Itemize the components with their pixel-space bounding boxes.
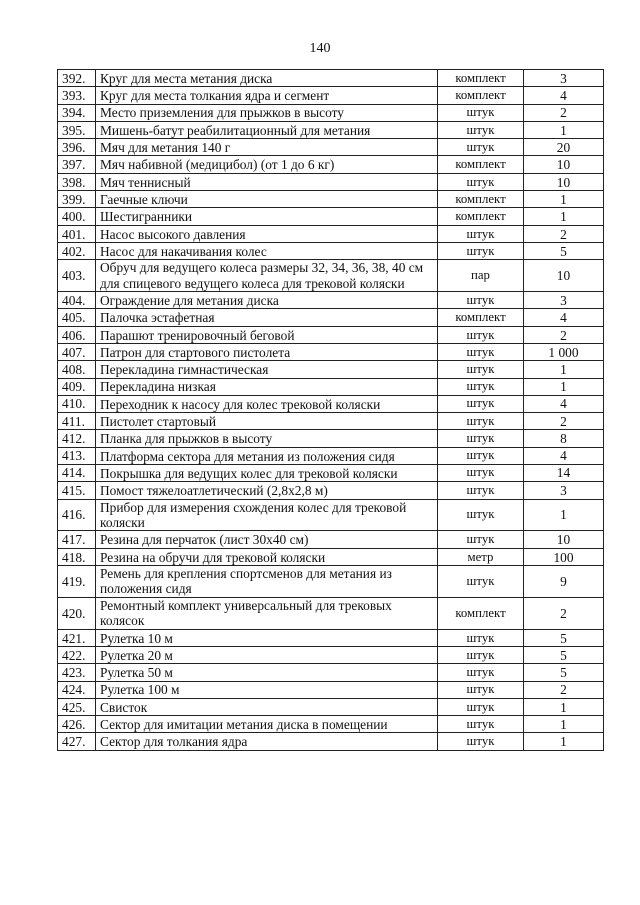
item-quantity: 20 [524, 139, 604, 156]
row-number: 397. [58, 156, 96, 173]
item-unit: штук [438, 361, 524, 378]
table-row [58, 208, 604, 225]
table-row [58, 87, 604, 104]
table-row [58, 716, 604, 733]
row-number: 411. [58, 413, 96, 430]
item-quantity: 2 [524, 413, 604, 430]
item-name: Резина для перчаток (лист 30х40 см) [96, 531, 438, 548]
item-name: Сектор для толкания ядра [96, 733, 438, 750]
item-unit: штук [438, 465, 524, 482]
row-number: 403. [58, 260, 96, 292]
item-unit: штук [438, 531, 524, 548]
item-quantity: 2 [524, 326, 604, 343]
item-unit: штук [438, 681, 524, 698]
item-name: Круг для места метания диска [96, 70, 438, 87]
item-unit: штук [438, 646, 524, 663]
item-name: Перекладина гимнастическая [96, 361, 438, 378]
row-number: 414. [58, 465, 96, 482]
row-number: 406. [58, 326, 96, 343]
row-number: 408. [58, 361, 96, 378]
item-quantity: 2 [524, 104, 604, 121]
row-number: 401. [58, 225, 96, 242]
item-name: Мяч для метания 140 г [96, 139, 438, 156]
item-unit: штук [438, 378, 524, 395]
item-name: Платформа сектора для метания из положения сидя [96, 447, 438, 464]
table-row [58, 156, 604, 173]
equipment-table [57, 69, 604, 751]
row-number: 422. [58, 646, 96, 663]
item-unit: комплект [438, 70, 524, 87]
item-unit: штук [438, 482, 524, 499]
row-number: 395. [58, 121, 96, 138]
item-unit: штук [438, 629, 524, 646]
item-unit: штук [438, 716, 524, 733]
table-row [58, 139, 604, 156]
item-quantity: 2 [524, 597, 604, 629]
item-name: Патрон для стартового пистолета [96, 343, 438, 360]
item-quantity: 5 [524, 242, 604, 259]
item-unit: штук [438, 395, 524, 412]
item-quantity: 10 [524, 156, 604, 173]
table-row [58, 629, 604, 646]
item-quantity: 1 [524, 733, 604, 750]
table-row [58, 430, 604, 447]
table-row [58, 597, 604, 629]
item-name: Рулетка 100 м [96, 681, 438, 698]
table-row [58, 395, 604, 412]
table-row [58, 343, 604, 360]
item-quantity: 10 [524, 260, 604, 292]
row-number: 402. [58, 242, 96, 259]
item-name: Шестигранники [96, 208, 438, 225]
item-quantity: 5 [524, 664, 604, 681]
item-unit: штук [438, 499, 524, 531]
table-row [58, 104, 604, 121]
item-unit: штук [438, 343, 524, 360]
row-number: 407. [58, 343, 96, 360]
row-number: 396. [58, 139, 96, 156]
row-number: 418. [58, 548, 96, 565]
table-row [58, 292, 604, 309]
item-unit: штук [438, 104, 524, 121]
item-quantity: 5 [524, 646, 604, 663]
item-name: Рулетка 20 м [96, 646, 438, 663]
item-unit: штук [438, 242, 524, 259]
item-name: Место приземления для прыжков в высоту [96, 104, 438, 121]
table-row [58, 121, 604, 138]
row-number: 421. [58, 629, 96, 646]
row-number: 427. [58, 733, 96, 750]
item-name: Мишень-батут реабилитационный для метания [96, 121, 438, 138]
item-quantity: 1 [524, 698, 604, 715]
item-quantity: 3 [524, 70, 604, 87]
item-name: Насос высокого давления [96, 225, 438, 242]
item-unit: штук [438, 121, 524, 138]
item-quantity: 9 [524, 566, 604, 598]
item-name: Свисток [96, 698, 438, 715]
item-name: Рулетка 50 м [96, 664, 438, 681]
item-quantity: 4 [524, 447, 604, 464]
table-row [58, 531, 604, 548]
item-name: Резина на обручи для трековой коляски [96, 548, 438, 565]
item-name: Ремень для крепления спортсменов для метания из положения сидя [96, 566, 438, 598]
item-quantity: 1 000 [524, 343, 604, 360]
table-row [58, 173, 604, 190]
item-quantity: 4 [524, 395, 604, 412]
item-unit: штук [438, 664, 524, 681]
table-row [58, 733, 604, 750]
row-number: 417. [58, 531, 96, 548]
item-unit: пар [438, 260, 524, 292]
item-name: Палочка эстафетная [96, 309, 438, 326]
item-quantity: 14 [524, 465, 604, 482]
item-name: Круг для места толкания ядра и сегмент [96, 87, 438, 104]
item-unit: комплект [438, 191, 524, 208]
row-number: 425. [58, 698, 96, 715]
row-number: 415. [58, 482, 96, 499]
table-row [58, 378, 604, 395]
item-unit: штук [438, 173, 524, 190]
row-number: 413. [58, 447, 96, 464]
item-name: Помост тяжелоатлетический (2,8х2,8 м) [96, 482, 438, 499]
item-unit: комплект [438, 309, 524, 326]
item-quantity: 100 [524, 548, 604, 565]
row-number: 398. [58, 173, 96, 190]
table-row [58, 191, 604, 208]
item-unit: комплект [438, 156, 524, 173]
row-number: 392. [58, 70, 96, 87]
item-quantity: 3 [524, 292, 604, 309]
item-quantity: 1 [524, 208, 604, 225]
item-name: Обруч для ведущего колеса размеры 32, 34, 36, 38, 40 см для спицевого ведущего колеса для трековой коляски [96, 260, 438, 292]
item-name: Насос для накачивания колес [96, 242, 438, 259]
item-quantity: 8 [524, 430, 604, 447]
table-row [58, 566, 604, 598]
table-row [58, 413, 604, 430]
item-name: Ремонтный комплект универсальный для трековых колясок [96, 597, 438, 629]
item-quantity: 1 [524, 716, 604, 733]
row-number: 393. [58, 87, 96, 104]
table-row [58, 260, 604, 292]
table-row [58, 681, 604, 698]
item-quantity: 1 [524, 191, 604, 208]
table-row [58, 465, 604, 482]
item-unit: комплект [438, 87, 524, 104]
row-number: 424. [58, 681, 96, 698]
table-row [58, 225, 604, 242]
table-row [58, 646, 604, 663]
item-quantity: 2 [524, 225, 604, 242]
item-name: Планка для прыжков в высоту [96, 430, 438, 447]
item-unit: комплект [438, 597, 524, 629]
item-unit: штук [438, 566, 524, 598]
table-row [58, 326, 604, 343]
item-name: Ограждение для метания диска [96, 292, 438, 309]
item-unit: штук [438, 430, 524, 447]
row-number: 410. [58, 395, 96, 412]
table-row [58, 698, 604, 715]
item-unit: штук [438, 733, 524, 750]
item-quantity: 1 [524, 361, 604, 378]
page-number: 140 [309, 41, 331, 56]
item-name: Покрышка для ведущих колес для трековой коляски [96, 465, 438, 482]
row-number: 416. [58, 499, 96, 531]
item-quantity: 4 [524, 87, 604, 104]
row-number: 400. [58, 208, 96, 225]
item-unit: комплект [438, 208, 524, 225]
item-quantity: 1 [524, 499, 604, 531]
item-name: Гаечные ключи [96, 191, 438, 208]
item-name: Парашют тренировочный беговой [96, 326, 438, 343]
item-unit: штук [438, 326, 524, 343]
row-number: 412. [58, 430, 96, 447]
item-quantity: 2 [524, 681, 604, 698]
table-row [58, 361, 604, 378]
row-number: 423. [58, 664, 96, 681]
item-name: Мяч теннисный [96, 173, 438, 190]
item-unit: штук [438, 447, 524, 464]
row-number: 426. [58, 716, 96, 733]
item-name: Сектор для имитации метания диска в помещении [96, 716, 438, 733]
item-quantity: 3 [524, 482, 604, 499]
item-quantity: 10 [524, 531, 604, 548]
item-name: Пистолет стартовый [96, 413, 438, 430]
row-number: 409. [58, 378, 96, 395]
table-row [58, 548, 604, 565]
table-row [58, 70, 604, 87]
item-unit: штук [438, 225, 524, 242]
item-quantity: 1 [524, 121, 604, 138]
table-row [58, 499, 604, 531]
item-unit: штук [438, 292, 524, 309]
row-number: 405. [58, 309, 96, 326]
item-quantity: 5 [524, 629, 604, 646]
row-number: 394. [58, 104, 96, 121]
item-name: Прибор для измерения схождения колес для трековой коляски [96, 499, 438, 531]
item-unit: штук [438, 413, 524, 430]
item-unit: метр [438, 548, 524, 565]
table-row [58, 242, 604, 259]
table-row [58, 482, 604, 499]
item-unit: штук [438, 698, 524, 715]
item-name: Переходник к насосу для колес трековой коляски [96, 395, 438, 412]
table-row [58, 447, 604, 464]
equipment-table-body [58, 70, 604, 751]
item-name: Рулетка 10 м [96, 629, 438, 646]
item-unit: штук [438, 139, 524, 156]
item-quantity: 4 [524, 309, 604, 326]
table-row [58, 664, 604, 681]
row-number: 420. [58, 597, 96, 629]
row-number: 399. [58, 191, 96, 208]
row-number: 419. [58, 566, 96, 598]
row-number: 404. [58, 292, 96, 309]
item-quantity: 1 [524, 378, 604, 395]
table-row [58, 309, 604, 326]
item-quantity: 10 [524, 173, 604, 190]
item-name: Перекладина низкая [96, 378, 438, 395]
item-name: Мяч набивной (медицибол) (от 1 до 6 кг) [96, 156, 438, 173]
